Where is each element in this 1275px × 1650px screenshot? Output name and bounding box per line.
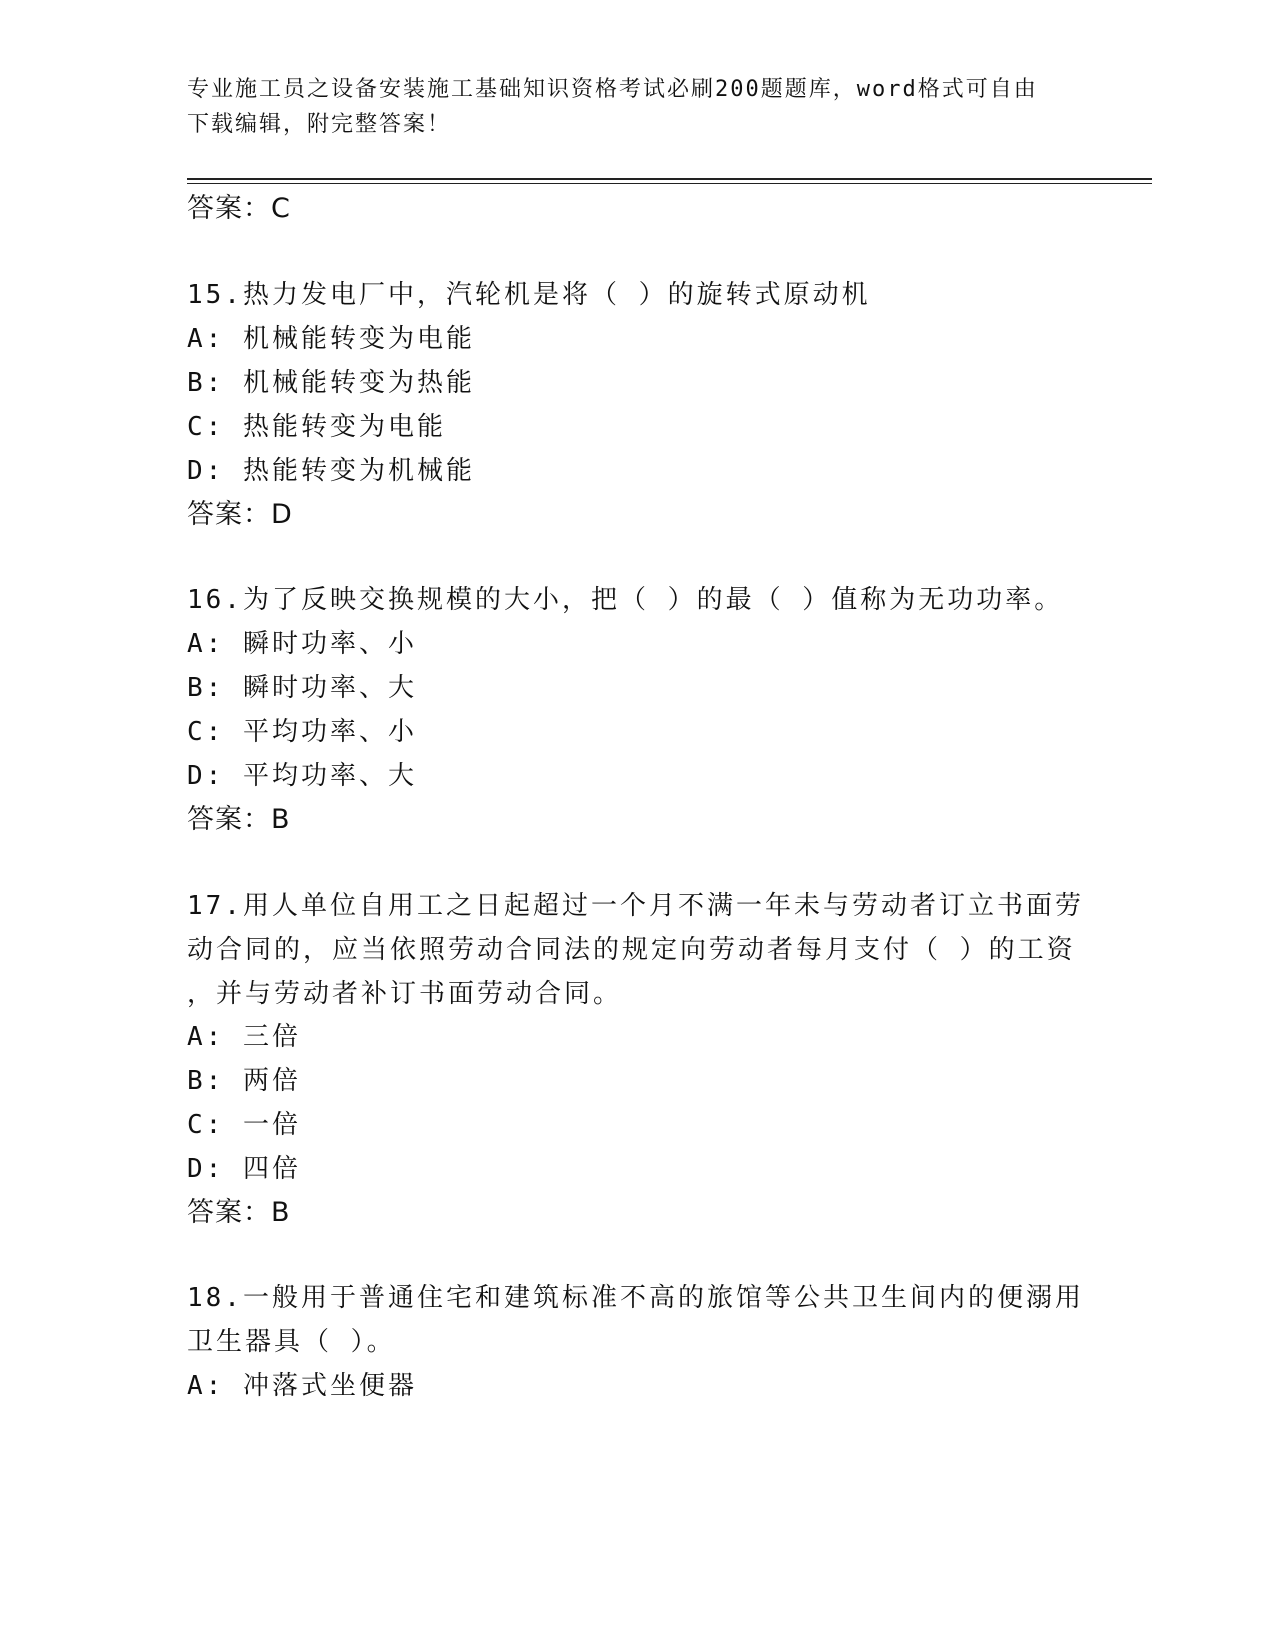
question-17-option-b: B: 两倍 — [187, 1066, 301, 1096]
question-18-option-a: A: 冲落式坐便器 — [187, 1371, 417, 1401]
question-17-option-c: C: 一倍 — [187, 1110, 301, 1140]
question-17-stem-line-1: 17.用人单位自用工之日起超过一个月不满一年未与劳动者订立书面劳 — [187, 891, 1084, 921]
question-18-stem-line-2: 卫生器具（ ）。 — [187, 1327, 396, 1357]
question-15-option-d: D: 热能转变为机械能 — [187, 456, 475, 486]
question-16-stem: 16.为了反映交换规模的大小，把（ ）的最（ ）值称为无功功率。 — [187, 585, 1064, 615]
question-17-answer: 答案：B — [187, 1197, 291, 1228]
question-16-option-c: C: 平均功率、小 — [187, 717, 417, 747]
question-17-option-d: D: 四倍 — [187, 1154, 301, 1184]
header-rule-thin — [187, 183, 1152, 184]
question-15-answer: 答案：D — [187, 499, 293, 530]
document-header — [187, 72, 1067, 142]
question-15-stem: 15.热力发电厂中，汽轮机是将（ ）的旋转式原动机 — [187, 280, 871, 310]
question-18-stem-line-1: 18.一般用于普通住宅和建筑标准不高的旅馆等公共卫生间内的便溺用 — [187, 1283, 1084, 1313]
header-rule-thick — [187, 178, 1152, 180]
header-line-1: 专业施工员之设备安装施工基础知识资格考试必刷200题题库，word格式可自由 — [187, 77, 1038, 102]
question-16-option-a: A: 瞬时功率、小 — [187, 629, 417, 659]
question-15-option-c: C: 热能转变为电能 — [187, 412, 446, 442]
question-15-option-a: A: 机械能转变为电能 — [187, 324, 475, 354]
question-15-option-b: B: 机械能转变为热能 — [187, 368, 475, 398]
question-17-stem-line-2: 动合同的，应当依照劳动合同法的规定向劳动者每月支付（ ）的工资 — [187, 935, 1076, 965]
question-16-answer: 答案：B — [187, 804, 291, 835]
answer-14: 答案：C — [187, 193, 291, 224]
question-16-option-b: B: 瞬时功率、大 — [187, 673, 417, 703]
question-16-option-d: D: 平均功率、大 — [187, 761, 417, 791]
header-line-2: 下载编辑，附完整答案！ — [187, 112, 452, 137]
question-17-option-a: A: 三倍 — [187, 1022, 301, 1052]
question-17-stem-line-3: ，并与劳动者补订书面劳动合同。 — [187, 979, 623, 1009]
